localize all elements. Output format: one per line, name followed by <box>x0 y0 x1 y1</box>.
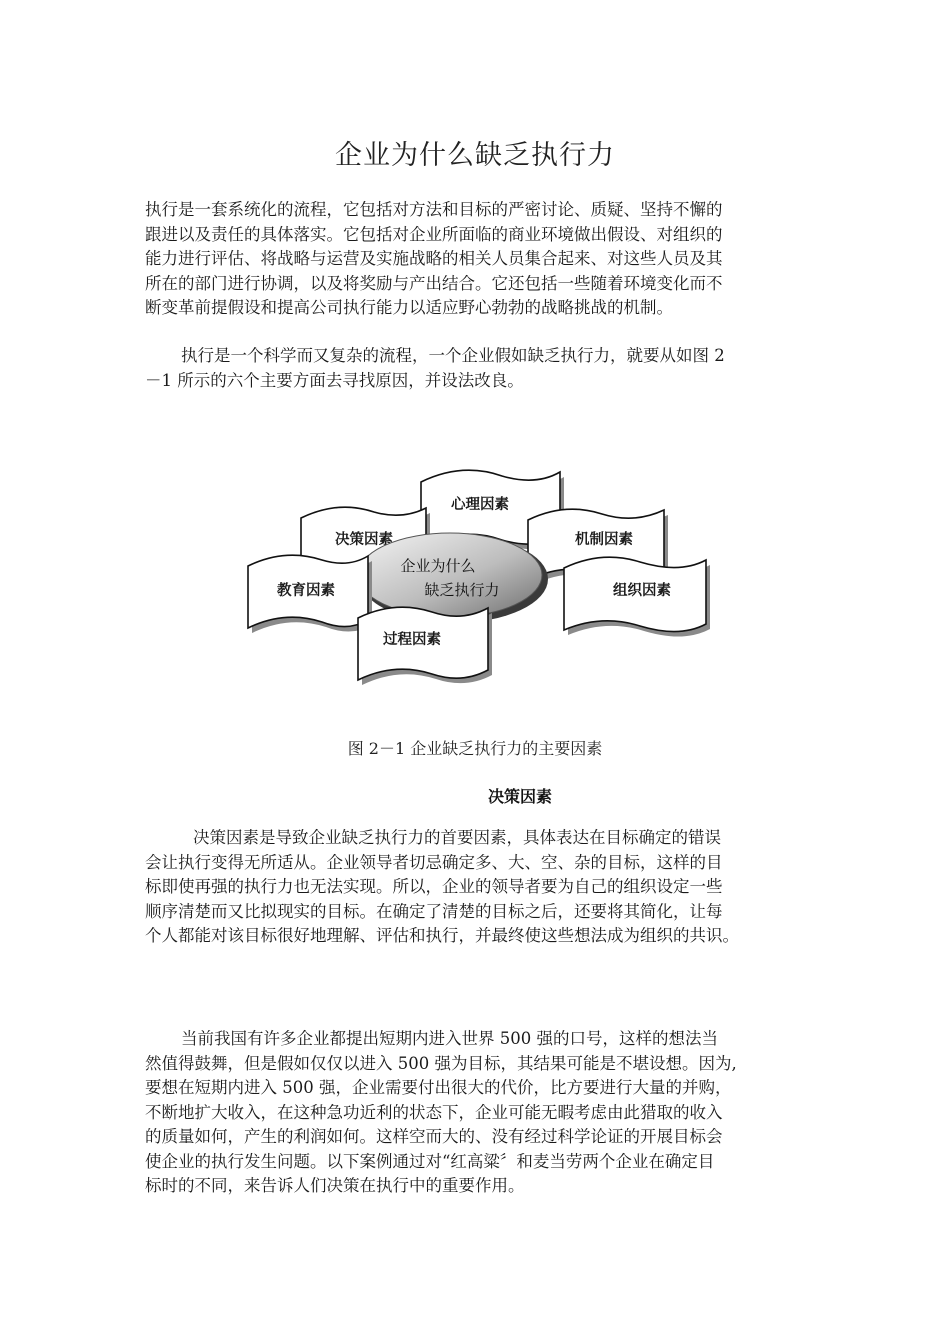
factor-label-organization: 组织因素 <box>613 583 671 599</box>
factor-label-psychology: 心理因素 <box>451 497 509 513</box>
text-line: －1 所示的六个主要方面去寻找原因，并设法改良。 <box>145 370 524 390</box>
second-paragraph <box>145 344 820 393</box>
factor-flag-process <box>358 607 492 685</box>
text-line: 要想在短期内进入 500 强，企业需要付出很大的代价，比方要进行大量的并购， <box>145 1078 732 1097</box>
decision-paragraph-1 <box>145 826 820 949</box>
factor-flag-organization <box>564 557 710 636</box>
factor-label-mechanism: 机制因素 <box>575 532 633 548</box>
text-line: 断变革前提假设和提高公司执行能力以适应野心勃勃的战略挑战的机制。 <box>145 298 673 317</box>
figure-caption: 图 2－1 企业缺乏执行力的主要因素 <box>347 739 603 758</box>
text-line: 当前我国有许多企业都提出短期内进入世界 500 强的口号，这样的想法当 <box>181 1029 718 1048</box>
center-label-line2: 缺乏执行力 <box>424 581 500 599</box>
text-line: 决策因素是导致企业缺乏执行力的首要因素，具体表达在目标确定的错误 <box>193 828 721 847</box>
execution-factors-diagram <box>240 458 720 716</box>
text-line: 会让执行变得无所适从。企业领导者切忌确定多、大、空、杂的目标，这样的目 <box>145 852 723 872</box>
factor-label-decision: 决策因素 <box>335 532 393 548</box>
text-line: 使企业的执行发生问题。以下案例通过对“红高粱〞和麦当劳两个企业在确定目 <box>145 1151 715 1171</box>
text-line: 不断地扩大收入，在这种急功近利的状态下，企业可能无暇考虑由此猎取的收入 <box>145 1102 723 1122</box>
text-line: 所在的部门进行协调，以及将奖励与产出结合。它还包括一些随着环境变化而不 <box>145 273 723 293</box>
text-line: 标即使再强的执行力也无法实现。所以，企业的领导者要为自己的组织设定一些 <box>145 877 723 896</box>
center-label-line1: 企业为什么 <box>400 557 476 575</box>
text-line: 的质量如何，产生的利润如何。这样空而大的、没有经过科学论证的开展目标会 <box>145 1127 723 1146</box>
text-line: 个人都能对该目标很好地理解、评估和执行，并最终使这些想法成为组织的共识。 <box>145 926 739 945</box>
section-heading: 决策因素 <box>488 787 553 806</box>
decision-paragraph-2 <box>145 1027 820 1199</box>
intro-paragraph <box>145 198 820 321</box>
document-title: 企业为什么缺乏执行力 <box>335 140 615 171</box>
factor-label-education: 教育因素 <box>277 583 335 599</box>
text-line: 跟进以及责任的具体落实。它包括对企业所面临的商业环境做出假设、对组织的 <box>145 224 723 244</box>
text-line: 执行是一套系统化的流程，它包括对方法和目标的严密讨论、质疑、坚持不懈的 <box>145 200 723 219</box>
text-line: 然值得鼓舞，但是假如仅仅以进入 500 强为目标，其结果可能是不堪设想。因为, <box>145 1053 737 1073</box>
text-line: 标时的不同，来告诉人们决策在执行中的重要作用。 <box>145 1176 525 1195</box>
text-line: 顺序清楚而又比拟现实的目标。在确定了清楚的目标之后，还要将其简化，让每 <box>145 901 723 921</box>
text-line: 能力进行评估、将战略与运营及实施战略的相关人员集合起来、对这些人员及其 <box>145 249 723 268</box>
factor-flag-education <box>248 555 372 633</box>
factor-label-process: 过程因素 <box>383 632 441 648</box>
text-line: 执行是一个科学而又复杂的流程，一个企业假如缺乏执行力，就要从如图 2 <box>181 346 725 365</box>
